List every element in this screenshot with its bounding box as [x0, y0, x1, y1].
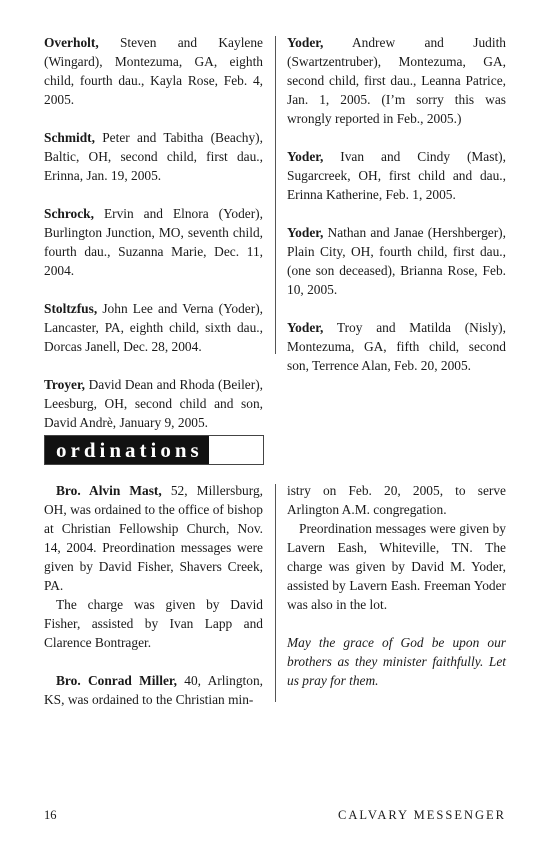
family-name: Schrock, — [44, 206, 94, 221]
entry-text: Nathan and Janae (Hershberger), Plain City, OH, fourth child, first dau., (one son deceased), Brianna Rose, Feb. 10, 2005. — [287, 225, 506, 297]
birth-entry — [44, 128, 263, 185]
entry-text: David Dean and Rhoda (Beiler), Leesburg, OH, second child and son, David Andrè, January 9, 2005. — [44, 377, 263, 430]
charge-paragraph: The charge was given by David Fisher, assisted by Ivan Lapp and Clarence Bontrager. — [44, 597, 263, 650]
minister-name: Bro. Conrad Miller, — [56, 673, 177, 688]
entry-text: John Lee and Verna (Yoder), Lancaster, PA, eighth child, sixth dau., Dorcas Janell, Dec. 28, 2004. — [44, 301, 263, 354]
family-name: Stoltzfus, — [44, 301, 98, 316]
family-name: Schmidt, — [44, 130, 95, 145]
family-name: Yoder, — [287, 320, 324, 335]
family-name: Yoder, — [287, 149, 324, 164]
family-name: Yoder, — [287, 35, 324, 50]
family-name: Yoder, — [287, 225, 324, 240]
family-name: Overholt, — [44, 35, 99, 50]
birth-entry — [287, 223, 506, 299]
entry-text: Steven and Kaylene (Wingard), Montezuma, GA, eighth child, fourth dau., Kayla Rose, Feb. 4, 2005. — [44, 35, 263, 107]
family-name: Troyer, — [44, 377, 86, 392]
entry-text: Andrew and Judith (Swartzentruber), Montezuma, GA, second child, first dau., Leanna Patrice, Jan. 1, 2005. (I’m sorry this was wrongly reported in Feb., 2005.) — [287, 35, 506, 126]
column-divider — [275, 484, 276, 702]
birth-entry — [44, 375, 263, 432]
entry-text: 52, Millersburg, OH, was ordained to the office of bishop at Christian Fellowship Church, Nov. 14, 2004. Preordination messages were given by David Fisher, Shavers Creek, PA. — [44, 483, 263, 593]
entry-text: Ivan and Cindy (Mast), Sugarcreek, OH, first child and dau., Erinna Katherine, Feb. 1, 2005. — [287, 149, 506, 202]
closing-prayer: May the grace of God be upon our brothers as they minister faithfully. Let us pray for them. — [287, 635, 506, 688]
preordination-paragraph: Preordination messages were given by Lavern Eash, Whiteville, TN. The charge was given by David M. Yoder, assisted by Lavern Eash. Freeman Yoder was also in the lot. — [287, 521, 506, 612]
section-title: ordinations — [45, 436, 209, 464]
birth-entry — [287, 33, 506, 128]
births-column-left — [44, 33, 263, 451]
entry-text: Peter and Tabitha (Beachy), Baltic, OH, second child, first dau., Erinna, Jan. 19, 2005. — [44, 130, 263, 183]
ordination-entry — [44, 671, 263, 709]
births-column-right — [287, 33, 506, 394]
ordinations-column-right — [287, 481, 506, 690]
column-divider — [275, 36, 276, 354]
ordinations-column-left — [44, 481, 263, 709]
entry-text: Ervin and Elnora (Yoder), Burlington Junction, MO, seventh child, fourth dau., Suzanna Marie, Dec. 11, 2004. — [44, 206, 263, 278]
minister-name: Bro. Alvin Mast, — [56, 483, 162, 498]
page-number: 16 — [44, 808, 57, 822]
running-footer: CALVARY MESSENGER — [338, 808, 506, 822]
continued-paragraph: istry on Feb. 20, 2005, to serve Arlington A.M. congregation. — [287, 483, 506, 517]
section-banner — [44, 435, 264, 465]
birth-entry — [287, 318, 506, 375]
birth-entry — [44, 299, 263, 356]
birth-entry — [44, 33, 263, 109]
entry-text: Troy and Matilda (Nisly), Montezuma, GA, fifth child, second son, Terrence Alan, Feb. 20, 2005. — [287, 320, 506, 373]
birth-entry — [44, 204, 263, 280]
entry-text: 40, Arlington, KS, was ordained to the Christian min- — [44, 673, 263, 707]
ordination-entry — [44, 481, 263, 595]
birth-entry — [287, 147, 506, 204]
